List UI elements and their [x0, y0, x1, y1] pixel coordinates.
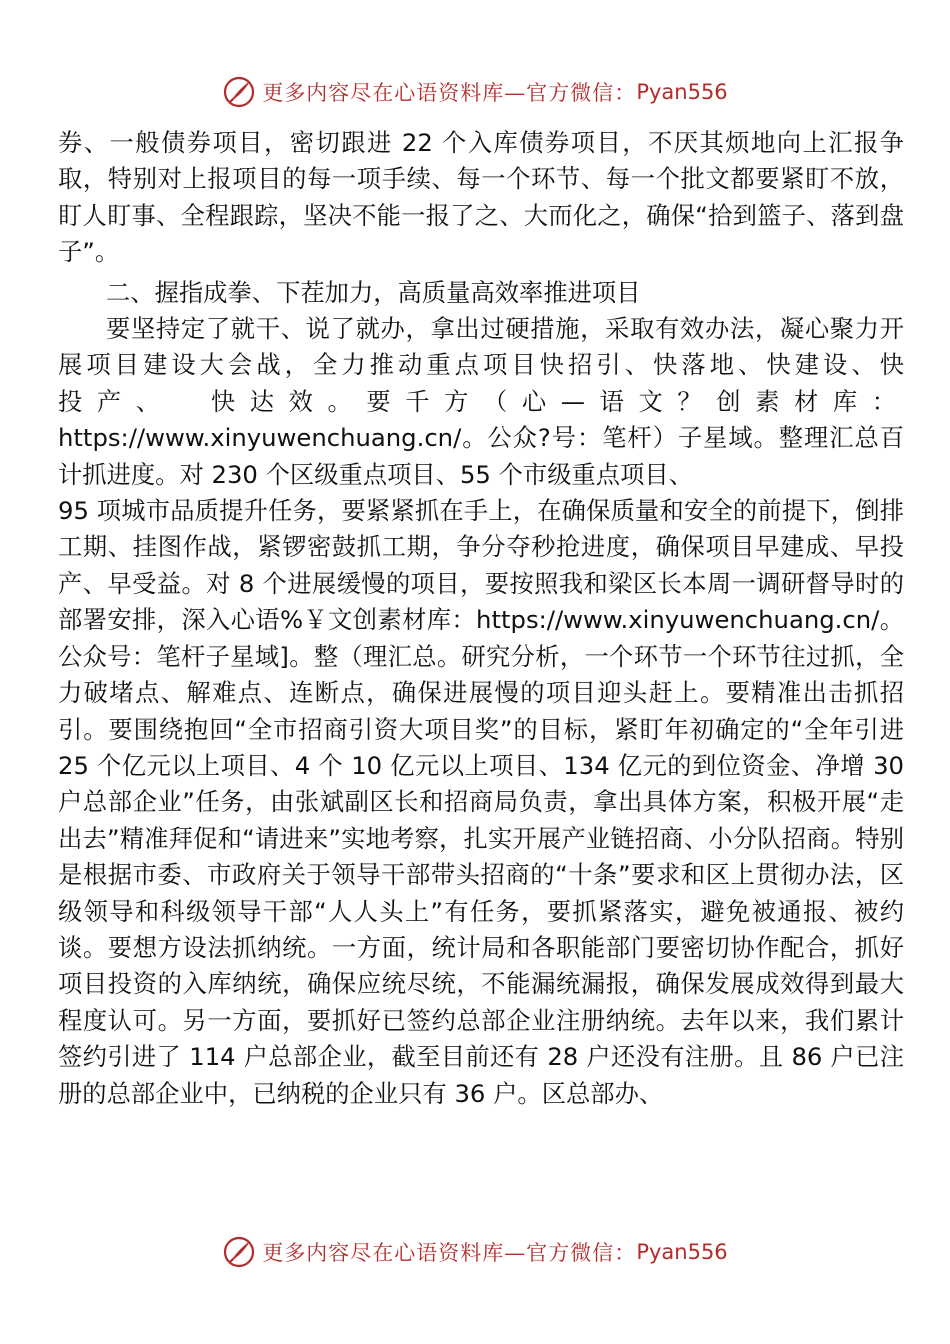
paragraph: https://www.xinyuwenchuang.cn/。公众?号：笔杆）子星域。整理汇总百计抓进度。对 230 个区级重点项目、55 个市级重点项目、: [58, 423, 904, 489]
wechat-id: Pyan556: [636, 80, 728, 104]
paragraph: 95 项城市品质提升任务，要紧紧抓在手上，在确保质量和安全的前提下，倒排工期、挂图作战，紧锣密鼓抓工期，争分夺秒抢进度，确保项目早建成、早投产、早受益。对 8 个进展缓慢的项目，要按照我和梁区长本周一调研督导时的部署安排，深入心语%￥文创素材库：https://www.xinyuwenchuang.cn/。公众号：笔杆子星域]。整（理汇总。研究分析，一个环节一个环节往过抓，全力破堵点、解难点、连断点，确保进展慢的项目迎头赶上。要精准出击抓招引。要围绕抱回“全市招商引资大项目奖”的目标，紧盯年初确定的“全年引进 25 个亿元以上项目、4 个 10 亿元以上项目、134 亿元的到位资金、净增 30 户总部企业”任务，由张斌副区长和招商局负责，拿出具体方案，积极开展“走出去”精准拜促和“请进来”实地考察，扎实开展产业链招商、小分队招商。特别是根据市委、市政府关于领导干部带头招商的“十条”要求和区上贯彻办法，区级领导和科级领导干部“人人头上”有任务，要抓紧落实，避免被通报、被约谈。要想方设法抓纳统。一方面，统计局和各职能部门要密切协作配合，抓好项目投资的入库纳统，确保应统尽统，不能漏统漏报，确保发展成效得到最大程度认可。另一方面，要抓好已签约总部企业注册纳统。去年以来，我们累计签约引进了 114 户总部企业，截至目前还有 28 户还没有注册。且 86 户已注册的总部企业中，已纳税的企业只有 36 户。区总部办、: [58, 496, 904, 1108]
paragraph: 投产、 快达效。要千方（心—语文？创素材库：: [58, 386, 904, 416]
paragraph: 要坚持定了就干、说了就办，拿出过硬措施，采取有效办法，凝心聚力开展项目建设大会战，全力推动重点项目快招引、快落地、快建设、快: [58, 314, 904, 380]
paragraph: 券、一般债券项目，密切跟进 22 个入库债券项目，不厌其烦地向上汇报争取，特别对上报项目的每一项手续、每一个环节、每一个批文都要紧盯不放，盯人盯事、全程跟踪，坚决不能一报了之、大而化之，确保“拾到篮子、落到盘子”。: [58, 128, 904, 267]
document-body: [58, 125, 904, 1112]
quill-circle-icon: [222, 1235, 256, 1269]
footer-banner: [0, 1232, 950, 1272]
section-heading: 二、握指成拳、下茬加力，高质量高效率推进项目: [106, 277, 641, 307]
banner-text: 更多内容尽在心语资料库—官方微信：: [262, 81, 637, 105]
wechat-id: Pyan556: [636, 1240, 728, 1264]
header-banner: [0, 72, 950, 112]
quill-circle-icon: [222, 75, 256, 109]
banner-text: 更多内容尽在心语资料库—官方微信：: [262, 1241, 637, 1265]
